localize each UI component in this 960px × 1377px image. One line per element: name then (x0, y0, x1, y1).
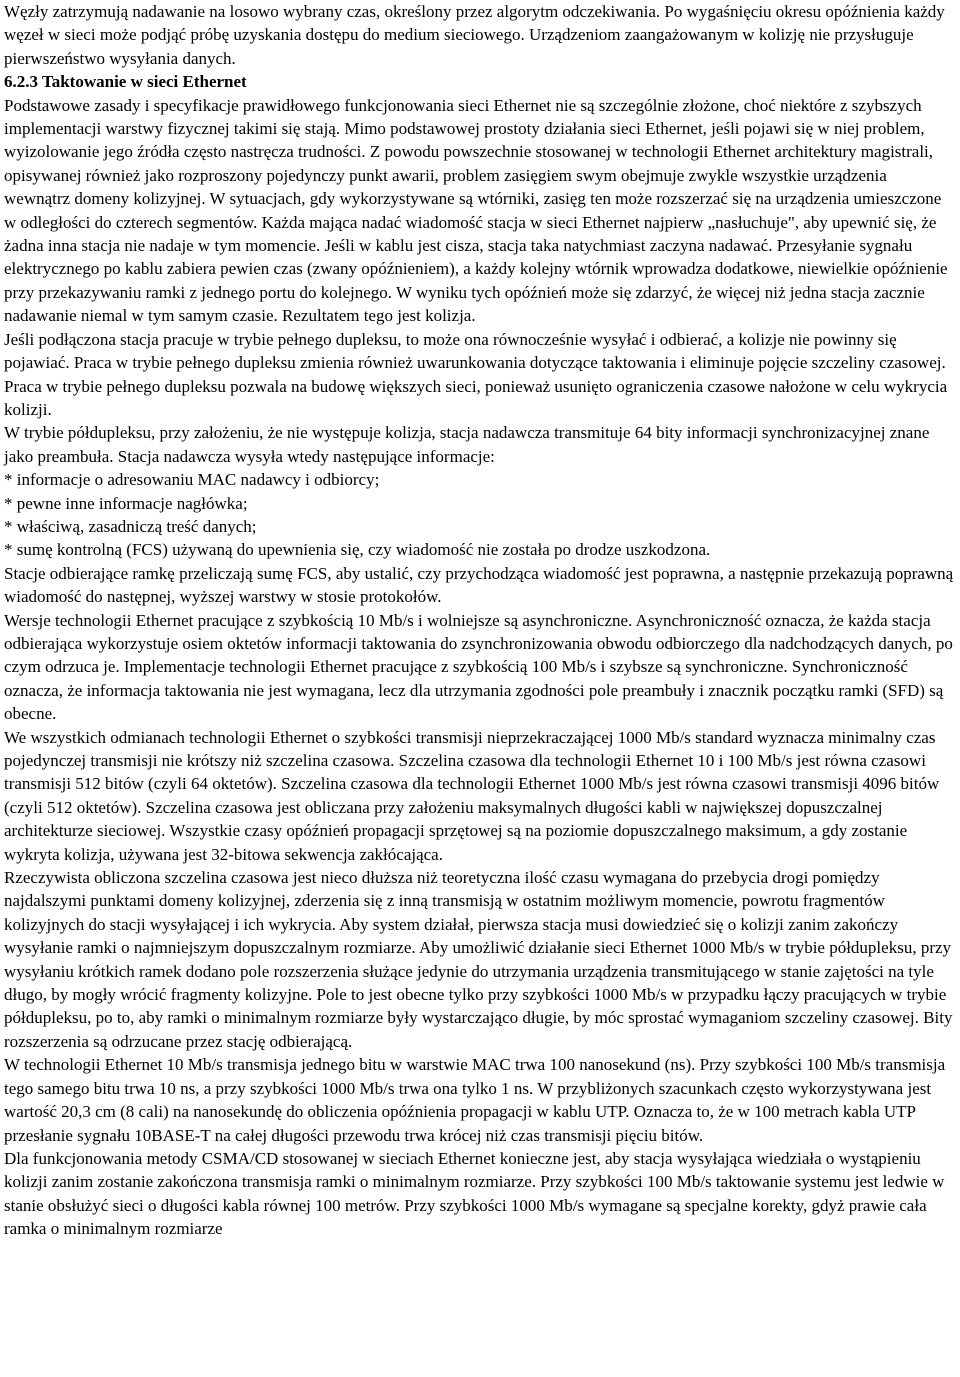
list-item: * sumę kontrolną (FCS) używaną do upewnienia się, czy wiadomość nie została po drodze uszkodzona. (4, 540, 711, 560)
body-paragraph: Wersje technologii Ethernet pracujące z szybkością 10 Mb/s i wolniejsze są asynchroniczne. Asynchroniczność oznacza, że każda stacja odbierająca wykorzystuje osiem oktetów informacji taktowania do zsynchronizowania obwodu odbiorczego dla nadchodzących danych, po czym odrzuca je. Implementacje technologii Ethernet pracujące z szybkością 100 Mb/s i szybsze są synchroniczne. Synchroniczność oznacza, że informacja taktowania nie jest wymagana, lecz dla utrzymania zgodności pole preambuły i znacznik początku ramki (SFD) są obecne. (4, 610, 953, 724)
body-paragraph: We wszystkich odmianach technologii Ethernet o szybkości transmisji nieprzekraczającej 1000 Mb/s standard wyznacza minimalny czas pojedynczej transmisji nie krótszy niż szczelina czasowa. Szczelina czasowa dla technologii Ethernet 10 i 100 Mb/s jest równa czasowi transmisji 512 bitów (czyli 64 oktetów). Szczelina czasowa dla technologii Ethernet 1000 Mb/s jest równa czasowi transmisji 4096 bitów (czyli 512 oktetów). Szczelina czasowa jest obliczana przy założeniu maksymalnych długości kabli w największej dopuszczalnej architekturze sieciowej. Wszystkie czasy opóźnień propagacji sprzętowej są na poziomie dopuszczalnego maksimum, a gdy zostanie wykryta kolizja, używana jest 32-bitowa sekwencja zakłócająca. (4, 727, 940, 864)
section-heading: 6.2.3 Taktowanie w sieci Ethernet (4, 72, 247, 92)
list-item: * informacje o adresowaniu MAC nadawcy i odbiorcy; (4, 470, 380, 490)
body-paragraph: Jeśli podłączona stacja pracuje w trybie pełnego dupleksu, to może ona równocześnie wysyłać i odbierać, a kolizje nie powinny się pojawiać. Praca w trybie pełnego dupleksu zmienia również uwarunkowania dotyczące taktowania i eliminuje pojęcie szczeliny czasowej. Praca w trybie pełnego dupleksu pozwala na budowę większych sieci, ponieważ usunięto ograniczenia czasowe nałożone w celu wykrycia kolizji. (4, 329, 948, 419)
body-paragraph: W technologii Ethernet 10 Mb/s transmisja jednego bitu w warstwie MAC trwa 100 nanosekund (ns). Przy szybkości 100 Mb/s transmisja tego samego bitu trwa 10 ns, a przy szybkości 1000 Mb/s trwa ona tylko 1 ns. W przybliżonych szacunkach często wykorzystywana jest wartość 20,3 cm (8 cali) na nanosekundę do obliczenia opóźnienia propagacji w kablu UTP. Oznacza to, że w 100 metrach kabla UTP przesłanie sygnału 10BASE-T na całej długości przewodu trwa krócej niż czas transmisji pięciu bitów. (4, 1055, 946, 1145)
body-paragraph: W trybie półdupleksu, przy założeniu, że nie występuje kolizja, stacja nadawcza transmituje 64 bity informacji synchronizacyjnej znane jako preambuła. Stacja nadawcza wysyła wtedy następujące informacje: (4, 423, 930, 466)
body-paragraph: Rzeczywista obliczona szczelina czasowa jest nieco dłuższa niż teoretyczna ilość czasu wymagana do przebycia drogi pomiędzy najdalszymi punktami domeny kolizyjnej, zderzenia się z inną transmisją w ostatnim możliwym momencie, powrotu fragmentów kolizyjnych do stacji wysyłającej i ich wykrycia. Aby system działał, pierwsza stacja musi dowiedzieć się o kolizji zanim zakończy wysyłanie ramki o najmniejszym dopuszczalnym rozmiarze. Aby umożliwić działanie sieci Ethernet 1000 Mb/s w trybie półdupleksu, przy wysyłaniu krótkich ramek dodano pole rozszerzenia służące jedynie do utrzymania urządzenia transmitującego w stanie zajętości na tyle długo, by mogły wrócić fragmenty kolizyjne. Pole to jest obecne tylko przy szybkości 1000 Mb/s w przypadku łączy pracujących w trybie półdupleksu, po to, aby ramki o minimalnym rozmiarze były wystarczająco długie, by móc sprostać wymaganiom szczeliny czasowej. Bity rozszerzenia są odrzucane przez stację odbierającą. (4, 868, 953, 1051)
list-item: * właściwą, zasadniczą treść danych; (4, 516, 257, 536)
body-paragraph: Dla funkcjonowania metody CSMA/CD stosowanej w sieciach Ethernet konieczne jest, aby stacja wysyłająca wiedziała o wystąpieniu kolizji zanim zostanie zakończona transmisja ramki o minimalnym rozmiarze. Przy szybkości 100 Mb/s taktowanie systemu jest ledwie w stanie obsłużyć sieci o długości kabla równej 100 metrów. Przy szybkości 1000 Mb/s wymagane są specjalne korekty, gdyż prawie cała ramka o minimalnym rozmiarze (4, 1148, 945, 1239)
list-item: * pewne inne informacje nagłówka; (4, 493, 248, 513)
body-paragraph: Stacje odbierające ramkę przeliczają sumę FCS, aby ustalić, czy przychodząca wiadomość jest poprawna, a następnie przekazują poprawną wiadomość do następnej, wyższej warstwy w stosie protokołów. (4, 563, 954, 607)
body-paragraph: Podstawowe zasady i specyfikacje prawidłowego funkcjonowania sieci Ethernet nie są szczególnie złożone, choć niektóre z szybszych implementacji warstwy fizycznej takimi się stają. Mimo podstawowej prostoty działania sieci Ethernet, jeśli pojawi się w niej problem, wyizolowanie jego źródła często nastręcza trudności. Z powodu powszechnie stosowanej w technologii Ethernet architektury magistrali, opisywanej również jako rozproszony pojedynczy punkt awarii, problem zasięgiem swym obejmuje zwykle wszystkie urządzenia wewnątrz domeny kolizyjnej. W sytuacjach, gdy wykorzystywane są wtórniki, zasięg ten może rozszerzać się na urządzenia umieszczone w odległości do czterech segmentów. Każda mająca nadać wiadomość stacja w sieci Ethernet najpierw „nasłuchuje", aby upewnić się, że żadna inna stacja nie nadaje w tym momencie. Jeśli w kablu jest cisza, stacja taka natychmiast zaczyna nadawać. Przesyłanie sygnału elektrycznego po kablu zabiera pewien czas (zwany opóźnieniem), a każdy kolejny wtórnik wprowadza dodatkowe, niewielkie opóźnienie przy przekazywaniu ramki z jednego portu do kolejnego. W wyniku tych opóźnień może się zdarzyć, że więcej niż jedna stacja zacznie nadawanie niemal w tym samym czasie. Rezultatem tego jest kolizja. (4, 95, 948, 326)
intro-paragraph: Węzły zatrzymują nadawanie na losowo wybrany czas, określony przez algorytm odczekiwania. Po wygaśnięciu okresu opóźnienia każdy węzeł w sieci może podjąć próbę uzyskania dostępu do medium sieciowego. Urządzeniom zaangażowanym w kolizję nie przysługuje pierwszeństwo wysyłania danych. (4, 2, 945, 68)
